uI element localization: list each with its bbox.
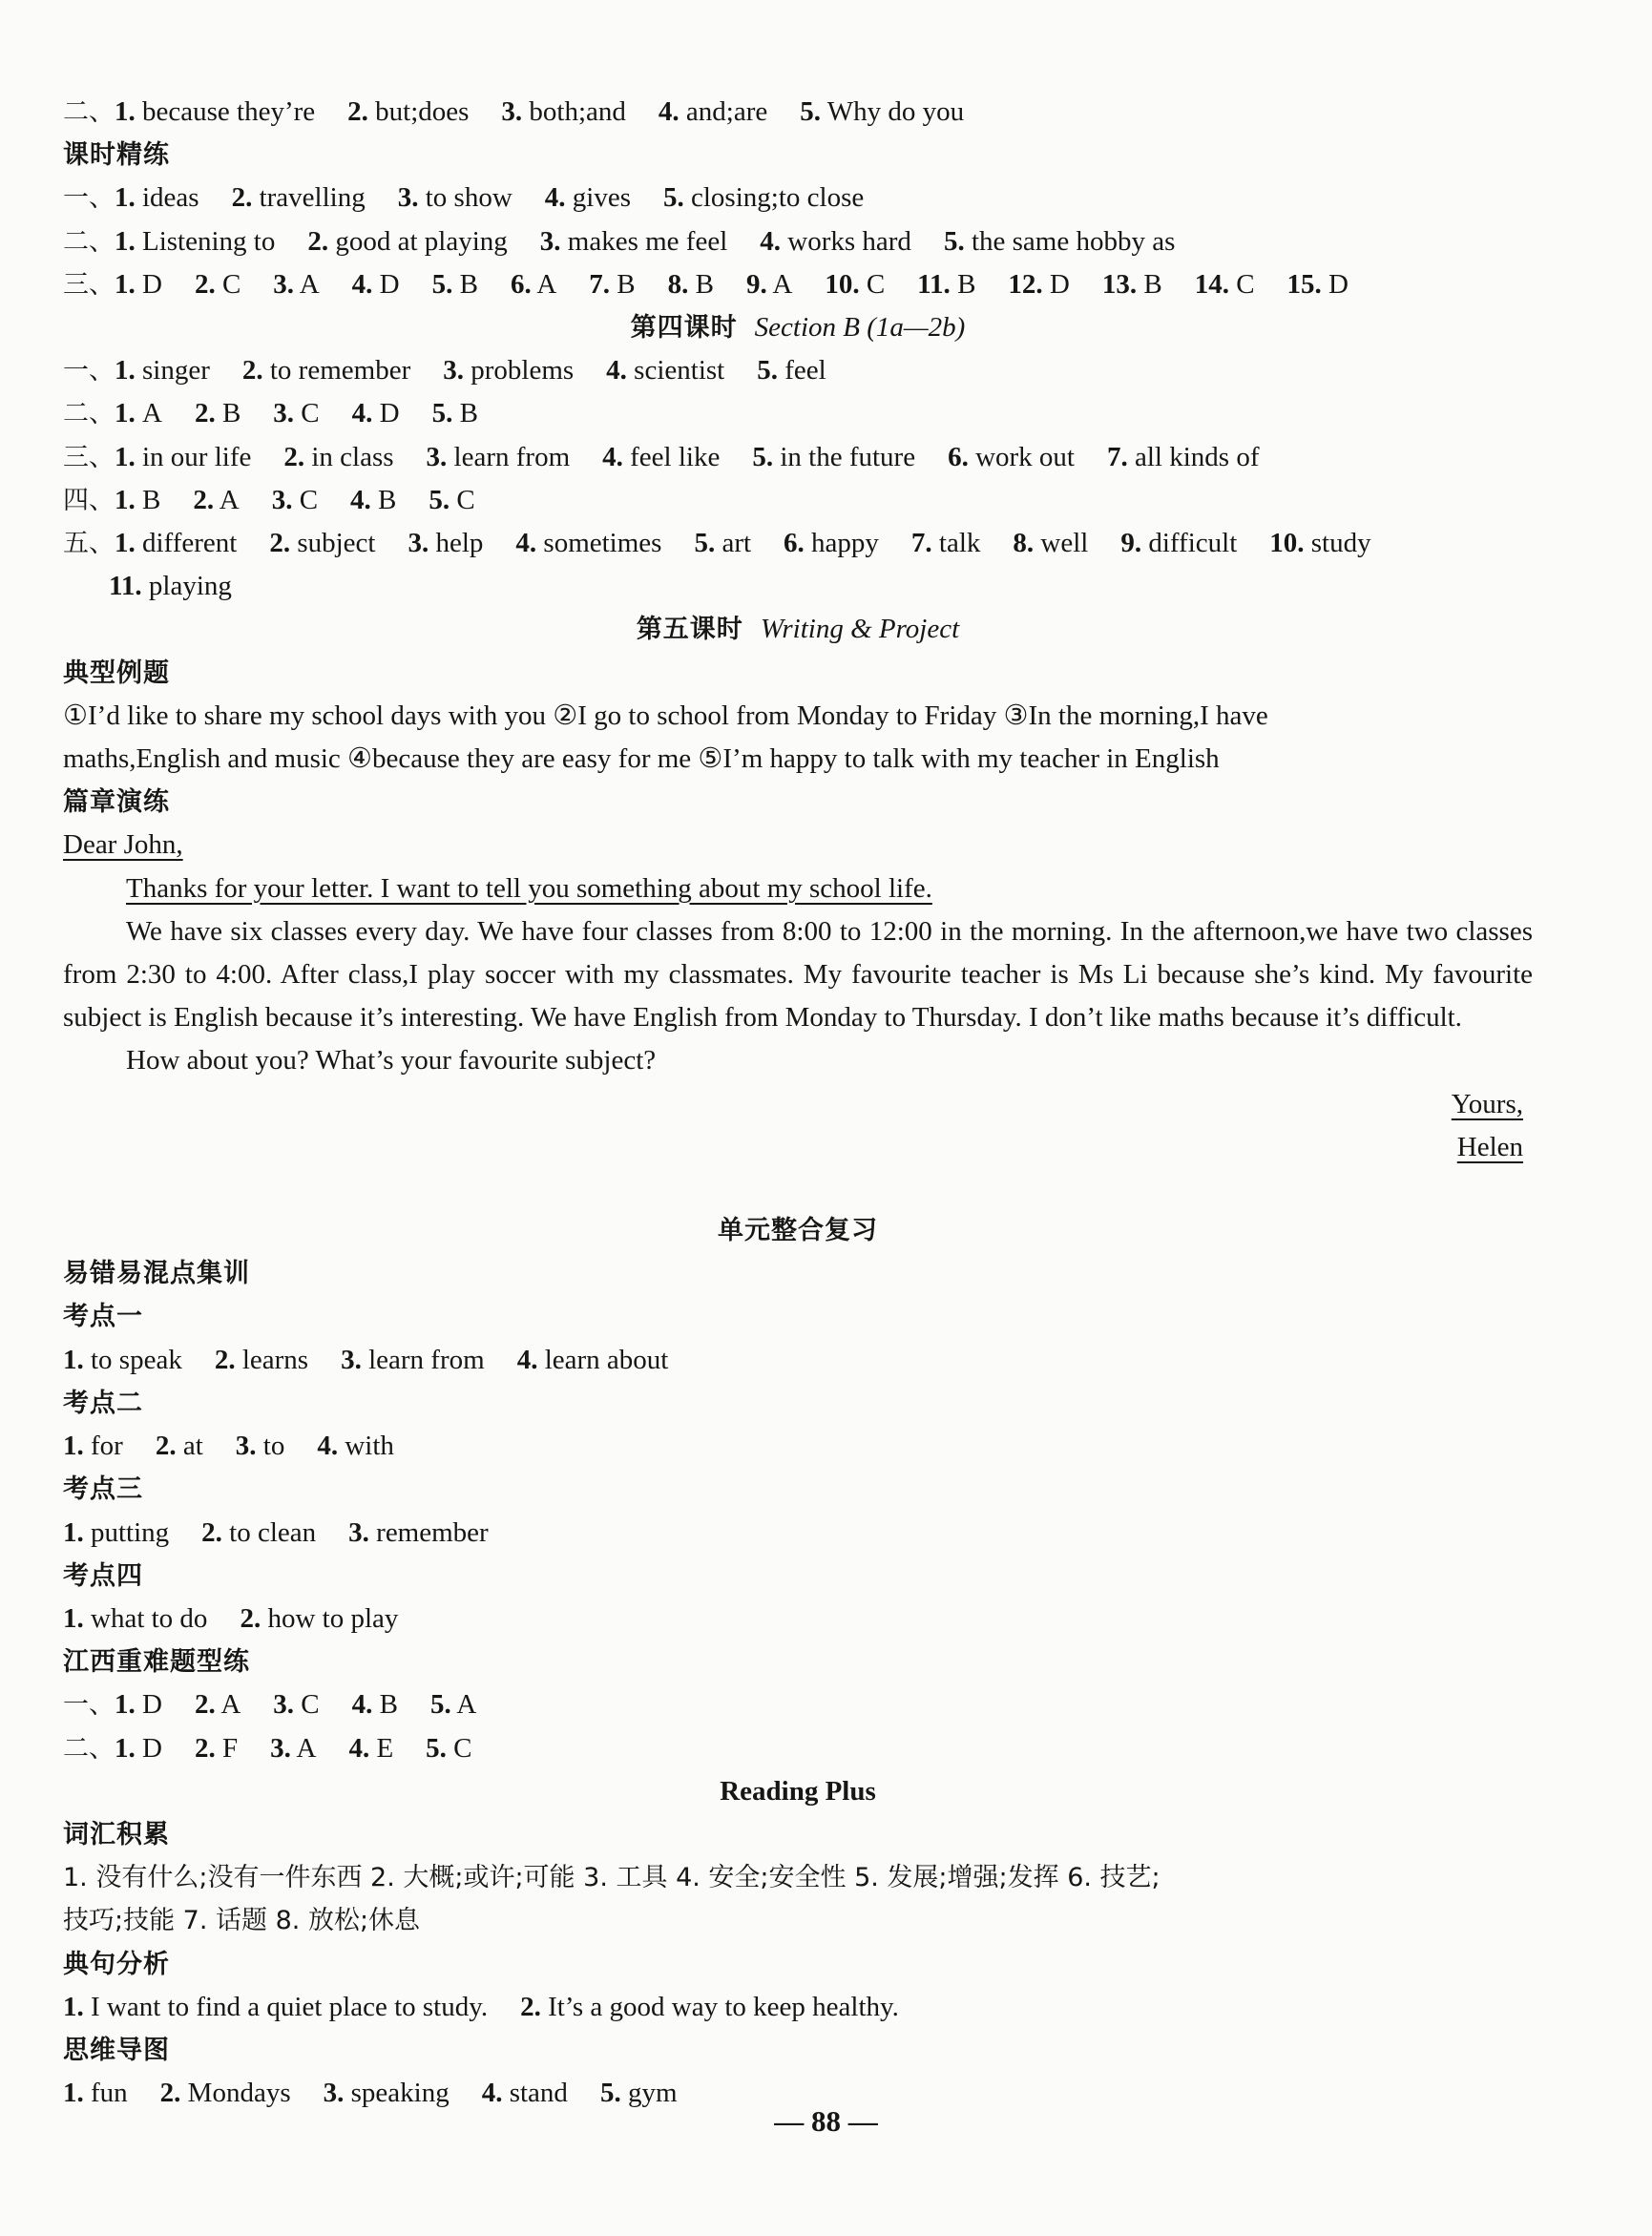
answer-item: 2. how to play [240, 1602, 399, 1634]
item-number: 2. [159, 2078, 181, 2109]
answer-item: 3. both;and [501, 96, 626, 127]
item-number: 5. [599, 2078, 621, 2109]
answer-item: 10. C [825, 268, 886, 300]
answer-item: 5. in the future [752, 441, 916, 472]
answer-item: 2. A [193, 484, 240, 515]
answer-item: 3. C [271, 484, 319, 515]
answer-item: 3. C [273, 1689, 320, 1721]
item-number: 2. [307, 225, 329, 257]
item-number: 4. [351, 268, 373, 300]
unit-review-title: 单元整合复习 [718, 1216, 878, 1246]
answer-item: 13. B [1101, 268, 1162, 300]
item-number: 3. [273, 1689, 295, 1721]
answer-item: 4. works hard [760, 225, 911, 257]
answer-item: 4. B [350, 484, 397, 515]
item-number: 10. [1269, 528, 1305, 559]
answer-line [63, 436, 1533, 479]
letter-greeting [63, 824, 1533, 867]
answer-item: 2. at [155, 1431, 203, 1462]
answer-item: 2. learns [214, 1344, 309, 1375]
answer-item: 6. A [510, 268, 557, 300]
answer-item: 1. in our life [115, 441, 252, 472]
answer-item: 4. D [351, 398, 400, 429]
subsection-heading: 考点四 [63, 1560, 143, 1591]
item-number: 1. [115, 528, 136, 559]
page-number: — 88 — [774, 2104, 878, 2138]
item-number: 5. [426, 1732, 447, 1764]
answer-group-label: 二、 [63, 226, 115, 257]
item-number: 1. [63, 1991, 84, 2022]
item-number: 5. [431, 398, 453, 429]
section-heading: 易错易混点集训 [63, 1259, 250, 1289]
item-number: 2. [194, 1732, 216, 1764]
item-number: 4. [481, 2078, 503, 2109]
answer-item: 2. C [194, 268, 241, 300]
item-number: 2. [269, 528, 291, 559]
item-number: 15. [1286, 268, 1322, 300]
item-number: 2. [520, 1991, 541, 2022]
answer-line [63, 263, 1533, 306]
item-number: 4. [351, 398, 373, 429]
answer-item: 4. stand [481, 2078, 568, 2109]
item-number: 2. [240, 1602, 261, 1634]
answer-item: 8. B [667, 268, 714, 300]
answer-item: 3. speaking [323, 2078, 450, 2109]
answer-item: 6. happy [784, 528, 879, 559]
item-number: 2. [283, 441, 305, 472]
item-number: 1. [63, 2078, 84, 2109]
answer-item: 3. to [235, 1431, 285, 1462]
item-number: 4. [606, 355, 627, 387]
item-number: 8. [1013, 528, 1035, 559]
answer-item: 4. feel like [602, 441, 721, 472]
answer-item: 1. ideas [115, 182, 199, 214]
answer-item: 3. A [273, 268, 320, 300]
answer-item: 5. B [431, 268, 478, 300]
answer-item: 1. Listening to [115, 225, 276, 257]
answer-item: 2. subject [269, 528, 376, 559]
section-heading: 思维导图 [63, 2035, 170, 2065]
item-number: 2. [193, 484, 215, 515]
answer-item: 2. to remember [241, 355, 411, 387]
answer-item: 2. in class [283, 441, 394, 472]
item-number: 2. [241, 355, 263, 387]
answer-group-label: 五、 [63, 529, 115, 559]
item-number: 2. [194, 268, 216, 300]
answer-item: 1. I want to find a quiet place to study. [63, 1991, 489, 2022]
answer-item: 7. B [589, 268, 636, 300]
item-number: 1. [115, 225, 136, 257]
answer-item: 3. problems [443, 355, 575, 387]
item-number: 9. [745, 268, 767, 300]
answer-item: 1. what to do [63, 1602, 208, 1634]
subsection-heading: 考点三 [63, 1474, 143, 1505]
item-number: 14. [1194, 268, 1229, 300]
lesson-title [63, 608, 1533, 651]
letter-paragraph-text: Thanks for your letter. I want to tell you something about my school life. [126, 872, 932, 904]
item-number: 2. [347, 96, 368, 127]
answer-item: 12. D [1008, 268, 1070, 300]
answer-item: 11. B [917, 268, 976, 300]
answer-group-label: 二、 [63, 399, 115, 429]
answer-group-label: 一、 [63, 356, 115, 387]
item-number: 10. [825, 268, 860, 300]
reading-plus-title-text: Reading Plus [720, 1775, 876, 1807]
answer-line [63, 1598, 1533, 1640]
item-number: 2. [155, 1431, 177, 1462]
item-number: 1. [115, 268, 136, 300]
answer-group-label: 一、 [63, 1690, 115, 1721]
item-number: 3. [323, 2078, 345, 2109]
answer-item: 3. to show [397, 182, 512, 214]
answer-item: 1. A [115, 398, 162, 429]
item-number: 1. [115, 96, 136, 127]
item-number: 3. [443, 355, 464, 387]
answer-item: 5. C [429, 484, 475, 515]
answer-group-label: 四、 [63, 485, 115, 515]
item-number: 1. [115, 441, 136, 472]
answer-item: 1. for [63, 1431, 123, 1462]
item-number: 4. [351, 1689, 373, 1721]
answer-line [63, 220, 1533, 263]
answer-item: 6. work out [948, 441, 1075, 472]
answer-group-label: 三、 [63, 269, 115, 300]
example-line: maths,English and music ④because they are easy for me ⑤I’m happy to talk with my teacher in English [63, 743, 1220, 775]
item-number: 4. [544, 182, 566, 214]
page-content [63, 91, 1533, 2115]
answer-item: 1. fun [63, 2078, 128, 2109]
answer-item: 2. F [194, 1732, 239, 1764]
item-number: 3. [426, 441, 448, 472]
answer-item: 2. B [194, 398, 241, 429]
lesson-title-en: Writing & Project [760, 614, 960, 645]
item-number: 5. [943, 225, 965, 257]
answer-item: 3. A [270, 1732, 317, 1764]
answer-item: 4. scientist [606, 355, 725, 387]
item-number: 7. [1107, 441, 1128, 472]
answer-item: 5. Why do you [800, 96, 965, 127]
item-number: 4. [760, 225, 782, 257]
answer-item: 4. sometimes [515, 528, 662, 559]
answer-item: 5. B [431, 398, 478, 429]
item-number: 4. [602, 441, 623, 472]
section-heading: 典型例题 [63, 658, 170, 688]
answer-line [63, 1425, 1533, 1468]
answer-item: 2. Mondays [159, 2078, 291, 2109]
answer-item: 1. different [115, 528, 238, 559]
letter-paragraph: How about you? What’s your favourite subject? [126, 1045, 657, 1076]
section-heading: 江西重难题型练 [63, 1647, 250, 1678]
item-number: 5. [800, 96, 822, 127]
item-number: 11. [109, 571, 142, 602]
answer-line [63, 1512, 1533, 1555]
letter-paragraph [63, 867, 1533, 910]
item-number: 1. [115, 484, 136, 515]
answer-item: 3. help [408, 528, 484, 559]
answer-item: 3. learn from [426, 441, 571, 472]
answer-item: 2. good at playing [307, 225, 508, 257]
answer-item: 5. gym [599, 2078, 678, 2109]
answer-item: 7. talk [910, 528, 981, 559]
answer-line [63, 1986, 1533, 2029]
lesson-title-zh: 第四课时 [630, 313, 738, 344]
item-number: 4. [658, 96, 680, 127]
item-number: 3. [273, 268, 295, 300]
item-number: 1. [63, 1602, 84, 1634]
item-number: 3. [348, 1516, 369, 1548]
answer-item: 5. art [694, 528, 752, 559]
item-number: 6. [784, 528, 805, 559]
answer-item: 4. gives [544, 182, 631, 214]
item-number: 2. [194, 1689, 216, 1721]
answer-item: 4. and;are [658, 96, 768, 127]
answer-item: 1. putting [63, 1516, 170, 1548]
answer-item: 11. playing [109, 571, 232, 602]
section-heading: 典句分析 [63, 1949, 170, 1979]
answer-group-label: 二、 [63, 97, 115, 127]
answer-line [63, 1339, 1533, 1382]
section-heading: 篇章演练 [63, 787, 170, 818]
answer-item: 9. difficult [1120, 528, 1238, 559]
answer-item: 14. C [1194, 268, 1255, 300]
answer-item: 1. singer [115, 355, 210, 387]
answer-item: 3. makes me feel [539, 225, 728, 257]
item-number: 5. [757, 355, 778, 387]
answer-item: 4. with [317, 1431, 394, 1462]
answer-group-label: 一、 [63, 183, 115, 214]
answer-item: 7. all kinds of [1107, 441, 1260, 472]
answer-item: 1. because they’re [115, 96, 316, 127]
letter-signature [63, 1126, 1533, 1169]
item-number: 6. [510, 268, 532, 300]
item-number: 1. [63, 1516, 84, 1548]
letter-closing [63, 1083, 1533, 1126]
answer-item: 1. D [115, 268, 162, 300]
item-number: 3. [271, 484, 293, 515]
answer-item: 3. C [273, 398, 320, 429]
item-number: 4. [516, 1344, 538, 1375]
item-number: 3. [501, 96, 523, 127]
answer-line [63, 349, 1533, 392]
letter-signature-text: Helen [1456, 1131, 1523, 1162]
answer-item: 3. learn from [341, 1344, 485, 1375]
item-number: 9. [1120, 528, 1142, 559]
item-number: 2. [194, 398, 216, 429]
item-number: 3. [408, 528, 429, 559]
answer-item: 1. B [115, 484, 161, 515]
answer-line [63, 522, 1533, 565]
item-number: 13. [1101, 268, 1138, 300]
answer-item: 2. A [194, 1689, 241, 1721]
answer-group-label: 二、 [63, 1733, 115, 1764]
item-number: 1. [115, 398, 136, 429]
item-number: 1. [63, 1344, 84, 1375]
item-number: 2. [214, 1344, 236, 1375]
reading-plus-title [63, 1770, 1533, 1813]
answer-item: 8. well [1013, 528, 1089, 559]
item-number: 5. [429, 484, 450, 515]
answer-line [63, 1727, 1533, 1770]
answer-item: 3. remember [348, 1516, 489, 1548]
section-heading: 词汇积累 [63, 1819, 170, 1849]
answer-line [63, 565, 1533, 608]
item-number: 4. [348, 1732, 370, 1764]
letter-paragraph: We have six classes every day. We have four classes from 8:00 to 12:00 in the morning. In the afternoon,we have two classes from 2:30 to 4:00. After class,I play soccer with my classmates. My favourite teacher is Ms Li because she’s kind. My favourite subject is English because it’s interesting. We have English from Monday to Thursday. I don’t like maths because it’s difficult. [63, 915, 1533, 1034]
item-number: 7. [910, 528, 932, 559]
item-number: 5. [752, 441, 774, 472]
lesson-title-zh: 第五课时 [636, 615, 743, 645]
answer-item: 2. to clean [201, 1516, 317, 1548]
letter-closing-text: Yours, [1451, 1088, 1523, 1119]
item-number: 4. [515, 528, 537, 559]
item-number: 5. [694, 528, 716, 559]
item-number: 11. [917, 268, 951, 300]
vocab-line: 技巧;技能 7. 话题 8. 放松;休息 [63, 1906, 421, 1936]
answer-line [63, 1683, 1533, 1726]
answer-item: 5. closing;to close [663, 182, 865, 214]
subsection-heading: 考点一 [63, 1302, 143, 1332]
answer-item: 10. study [1269, 528, 1371, 559]
answer-item: 2. travelling [231, 182, 366, 214]
answer-item: 5. the same hobby as [943, 225, 1176, 257]
answer-item: 9. A [745, 268, 793, 300]
answer-item: 2. It’s a good way to keep healthy. [520, 1991, 899, 2022]
letter-greeting-text: Dear John, [63, 829, 183, 861]
answer-line [63, 91, 1533, 134]
answer-item: 15. D [1286, 268, 1349, 300]
item-number: 4. [350, 484, 371, 515]
answer-line [63, 177, 1533, 219]
lesson-title [63, 306, 1533, 349]
example-line: ①I’d like to share my school days with you ②I go to school from Monday to Friday ③In the morning,I have [63, 700, 1268, 731]
item-number: 3. [539, 225, 561, 257]
item-number: 3. [270, 1732, 291, 1764]
item-number: 1. [115, 1732, 136, 1764]
item-number: 1. [115, 1689, 136, 1721]
answer-item: 1. D [115, 1732, 162, 1764]
item-number: 1. [63, 1431, 84, 1462]
answer-item: 5. feel [757, 355, 826, 387]
item-number: 1. [115, 182, 136, 214]
answer-item: 4. E [348, 1732, 394, 1764]
answer-item: 4. B [351, 1689, 398, 1721]
item-number: 8. [667, 268, 689, 300]
answer-item: 4. D [351, 268, 400, 300]
answer-group-label: 三、 [63, 442, 115, 472]
item-number: 1. [115, 355, 136, 387]
answer-item: 1. D [115, 1689, 162, 1721]
item-number: 5. [431, 268, 453, 300]
item-number: 7. [589, 268, 611, 300]
item-number: 3. [341, 1344, 362, 1375]
item-number: 3. [397, 182, 419, 214]
item-number: 3. [273, 398, 295, 429]
subsection-heading: 考点二 [63, 1388, 143, 1418]
answer-item: 4. learn about [516, 1344, 669, 1375]
section-heading: 课时精练 [63, 140, 170, 171]
item-number: 12. [1008, 268, 1043, 300]
item-number: 5. [429, 1689, 451, 1721]
item-number: 2. [201, 1516, 222, 1548]
answer-line [63, 479, 1533, 522]
item-number: 6. [948, 441, 969, 472]
answer-item: 1. to speak [63, 1344, 182, 1375]
answer-item: 5. A [429, 1689, 477, 1721]
answer-item: 2. but;does [347, 96, 470, 127]
item-number: 4. [317, 1431, 339, 1462]
answer-item: 5. C [426, 1732, 472, 1764]
lesson-title-en: Section B (1a—2b) [754, 312, 966, 344]
item-number: 2. [231, 182, 253, 214]
answer-line [63, 392, 1533, 435]
vocab-line: 1. 没有什么;没有一件东西 2. 大概;或许;可能 3. 工具 4. 安全;安全性 5. 发展;增强;发挥 6. 技艺; [63, 1863, 1161, 1893]
item-number: 3. [235, 1431, 257, 1462]
item-number: 5. [663, 182, 684, 214]
